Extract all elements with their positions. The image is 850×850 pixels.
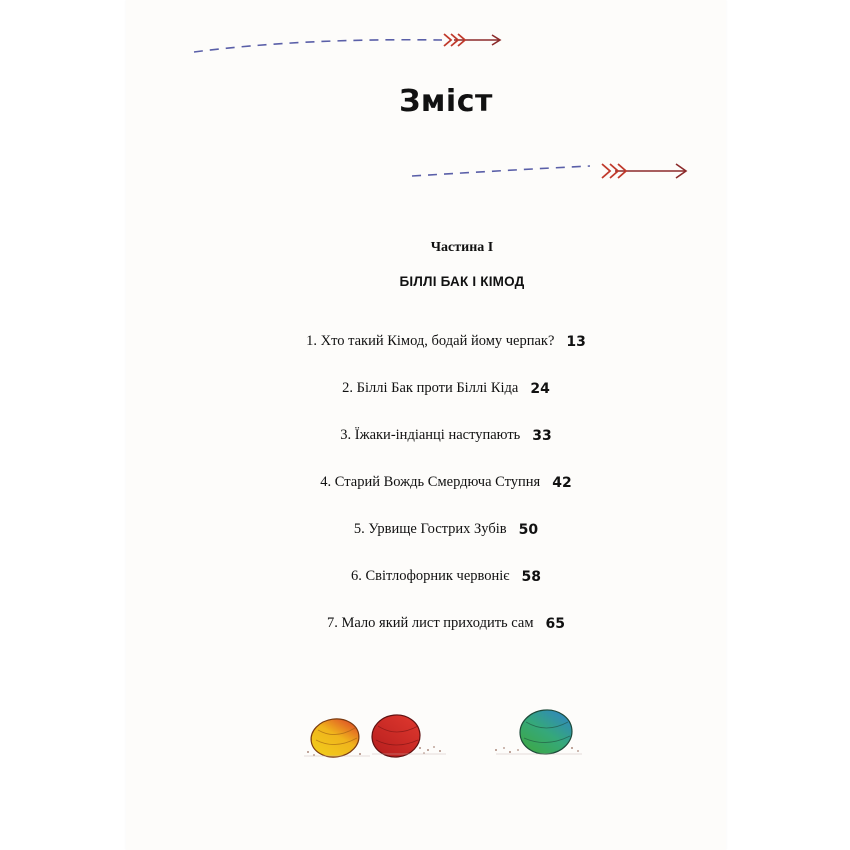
page-number: 58 (521, 568, 542, 585)
hedgehog-ball-red-icon (370, 713, 422, 760)
part-title: БІЛЛІ БАК І КІМОД (399, 274, 525, 289)
toc-entry[interactable] (0, 412, 850, 459)
page-number: 24 (530, 380, 550, 397)
table-of-contents (0, 318, 850, 647)
hedgehog-ball-green-blue-icon (518, 707, 574, 756)
toc-entry[interactable] (0, 459, 850, 506)
page-number: 50 (518, 521, 539, 538)
arrow-icon (410, 156, 690, 186)
hedgehog-balls-illustration (300, 700, 600, 770)
arrow-icon (192, 28, 504, 58)
chapter-title: 6. Світлофорник червоніє (350, 568, 510, 584)
chapter-title: 3. Їжаки-індіанці наступають (340, 427, 521, 443)
chapter-title: 2. Біллі Бак проти Біллі Кіда (342, 380, 519, 396)
toc-entry[interactable] (0, 365, 850, 412)
chapter-title: 4. Старий Вождь Смердюча Ступня (320, 474, 541, 490)
part-label: Частина І (430, 240, 494, 255)
toc-entry[interactable] (0, 600, 850, 647)
chapter-title: 1. Хто такий Кімод, бодай йому черпак? (306, 333, 555, 349)
page-title: Зміст (399, 84, 493, 119)
hedgehog-ball-yellow-red-icon (309, 716, 362, 760)
toc-entry[interactable] (0, 553, 850, 600)
page-number: 65 (545, 615, 566, 632)
page-number: 42 (552, 474, 572, 491)
page-number: 33 (532, 427, 552, 444)
chapter-title: 7. Мало який лист приходить сам (326, 615, 534, 631)
chapter-title: 5. Урвище Гострих Зубів (353, 521, 507, 537)
toc-entry[interactable] (0, 318, 850, 365)
toc-entry[interactable] (0, 506, 850, 553)
page-number: 13 (566, 333, 586, 350)
